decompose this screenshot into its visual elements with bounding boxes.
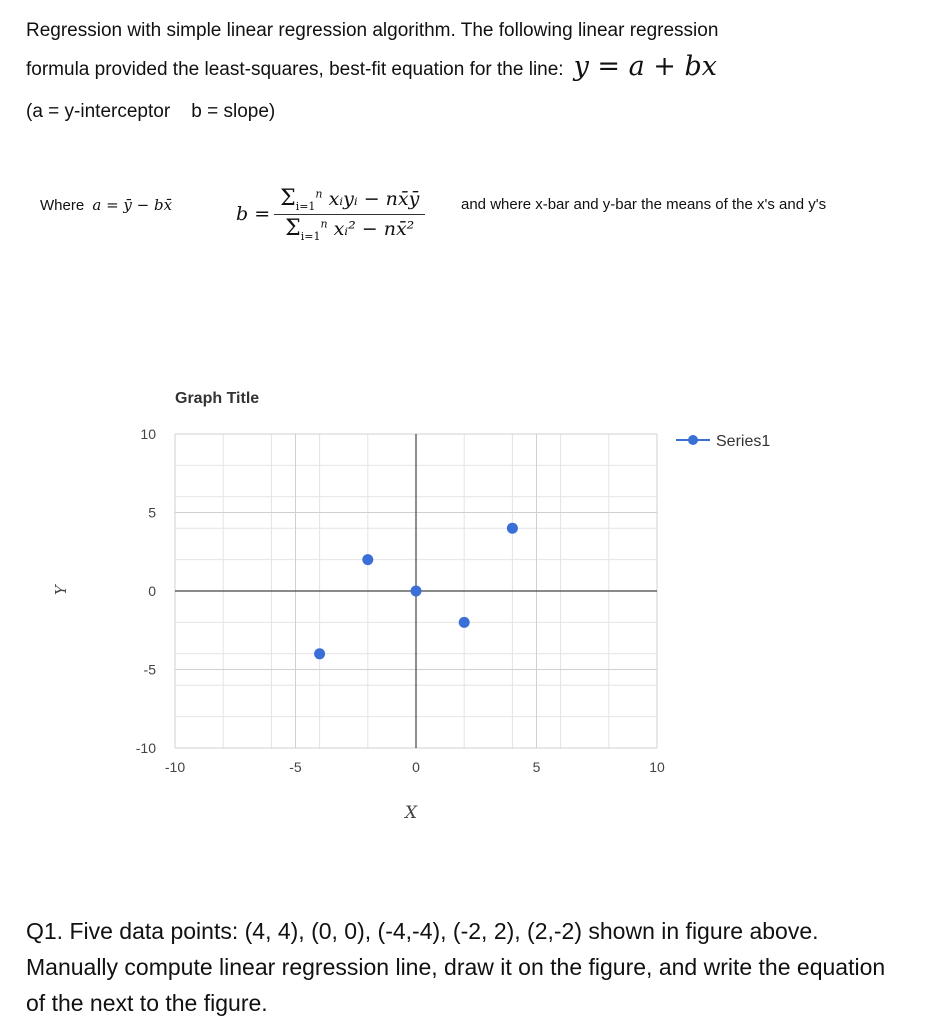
- x-tick-label: -5: [289, 759, 302, 775]
- intro-line-1: Regression with simple linear regression algorithm. The following linear regression: [26, 20, 719, 41]
- sum-lower-bottom: i=1: [300, 229, 321, 243]
- b-fraction: [274, 186, 425, 243]
- y-tick-label: 5: [148, 504, 156, 521]
- sum-symbol-top: Σ: [280, 186, 296, 211]
- intro-line-2: [26, 51, 718, 82]
- chart-ticks: [136, 426, 665, 775]
- sum-lower-top: i=1: [295, 199, 316, 213]
- b-denominator: [285, 215, 414, 243]
- data-point: [459, 617, 470, 628]
- data-point: [362, 554, 373, 565]
- intro-line-3: (a = y-interceptor b = slope): [26, 101, 276, 122]
- x-tick-label: 5: [532, 759, 541, 775]
- sum-symbol-bottom: Σ: [285, 215, 301, 241]
- intro-line-2-text: formula provided the least-squares, best-fit equation for the line:: [26, 59, 564, 80]
- chart-legend: [676, 433, 770, 450]
- scatter-chart: [0, 370, 928, 830]
- y-tick-label: 10: [140, 426, 156, 442]
- y-axis-label: Y: [52, 585, 70, 595]
- means-note: and where x-bar and y-bar the means of the x's and y's: [461, 196, 827, 213]
- data-point: [507, 523, 518, 534]
- x-tick-label: 10: [649, 759, 665, 775]
- y-tick-label: 0: [148, 583, 156, 599]
- x-axis-label: X: [405, 803, 418, 823]
- data-point: [411, 586, 422, 597]
- b-numerator: [274, 186, 425, 215]
- legend-label: Series1: [716, 433, 771, 450]
- data-point: [314, 648, 325, 659]
- y-tick-label: -10: [135, 740, 156, 756]
- denominator-terms: xᵢ² − nx̄²: [333, 217, 415, 240]
- question-q1: Q1. Five data points: (4, 4), (0, 0), (-4,-4), (-2, 2), (2,-2) shown in figure above. Manually compute linear regression line, draw it on the figure, and write the equation of the next to the figure.: [26, 918, 886, 1016]
- b-label: b =: [236, 203, 271, 226]
- x-tick-label: -10: [164, 759, 186, 775]
- numerator-terms: xᵢyᵢ − nx̄ȳ: [328, 188, 420, 210]
- y-tick-label: -5: [143, 661, 156, 678]
- a-formula: a = ȳ − bx̄: [92, 196, 173, 214]
- chart-title: Graph Title: [175, 390, 260, 407]
- line-equation: y = a + bx: [573, 51, 718, 82]
- x-tick-label: 0: [412, 759, 420, 775]
- b-formula: [236, 186, 425, 243]
- legend-marker: [688, 435, 698, 445]
- sum-upper-top: n: [315, 187, 323, 201]
- sum-upper-bottom: n: [320, 217, 328, 231]
- where-a-formula: [40, 196, 172, 214]
- where-label: Where: [40, 197, 85, 214]
